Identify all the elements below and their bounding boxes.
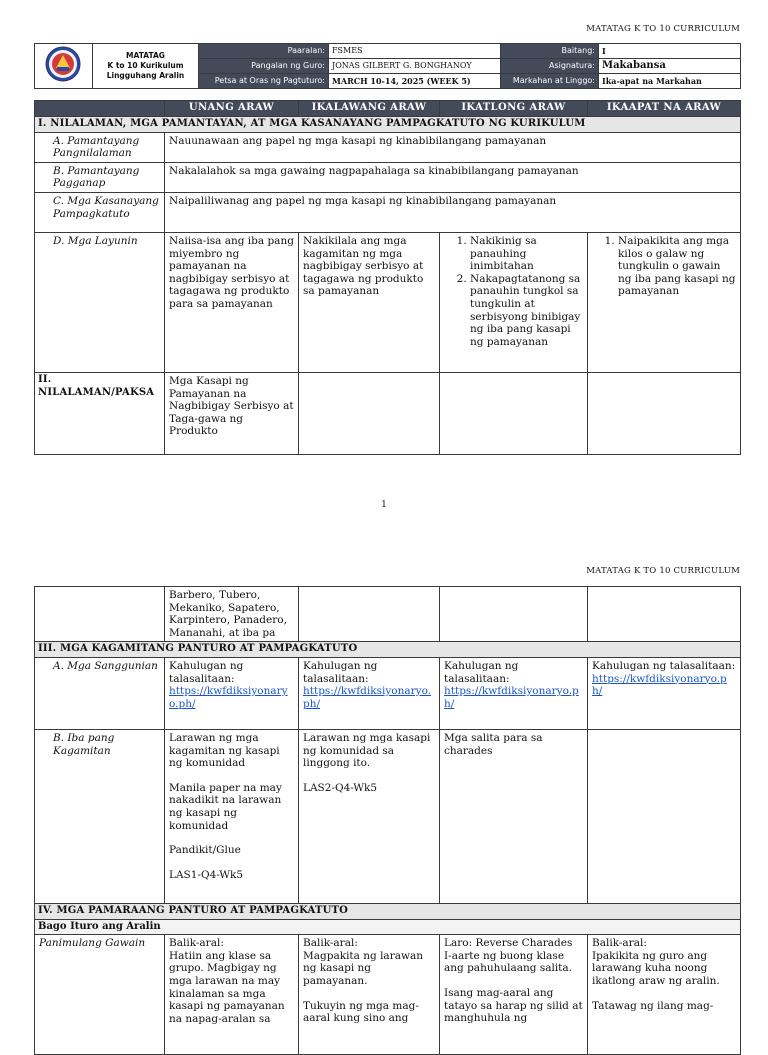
page-number: 1: [381, 500, 387, 510]
objectives-day1: Naiisa-isa ang iba pang miyembro ng pamayanan na nagbibigay serbisyo at tagagawa ng produkto para sa pamayanan: [165, 232, 299, 372]
intro-day3: Laro: Reverse Charades I-aarte ng buong klase ang pahuhulaang salita. Isang mag-aaral ang tatayo sa harap ng silid at manghuhula ng: [440, 935, 588, 1055]
objectives-day2: Nakikilala ang mga kagamitan ng mga nagbibigay serbisyo at tagagawa ng produkto sa pamayanan: [299, 232, 440, 372]
references-day2: Kahulugan ng talasalitaan: https://kwfdiksiyonaryo.ph/: [299, 657, 440, 729]
deped-seal-icon: [35, 44, 91, 84]
lesson-plan-table-page1: [34, 100, 741, 455]
topic-cont-label: [35, 587, 165, 642]
section4-title: IV. MGA PAMARAANG PANTURO AT PAMPAGKATUTO: [35, 903, 741, 919]
grade-label: Baitang:: [501, 44, 599, 59]
day1-header: UNANG ARAW: [165, 101, 299, 117]
references-label: A. Mga Sanggunian: [35, 657, 165, 729]
references-day1: Kahulugan ng talasalitaan: https://kwfdiksiyonaryo.ph/: [165, 657, 299, 729]
competencies-label: C. Mga Kasanayang Pampagkatuto: [35, 192, 165, 232]
school-value: FSMES: [329, 44, 501, 59]
other-materials-day1: Larawan ng mga kagamitan ng kasapi ng komunidad Manila paper na may nakadikit na larawan ng kasapi ng komunidad Pandikit/Glue LAS1-Q4-Wk5: [165, 729, 299, 903]
objectives-day4: [588, 232, 741, 372]
lesson-info-table: [34, 43, 741, 89]
list-item: 2. Nakapagtatanong sa panauhin tungkol sa tungkulin at serbisyong binibigay ng iba pang kasapi ng pamayanan: [470, 273, 583, 349]
dictionary-link[interactable]: https://kwfdiksiyonaryo.ph/: [303, 685, 432, 710]
day3-header: IKATLONG ARAW: [440, 101, 588, 117]
curriculum-title: MATATAG K to 10 Kurikulum Lingguhang Aralin: [93, 44, 199, 89]
date-label: Petsa at Oras ng Pagtuturo:: [199, 74, 329, 89]
references-day3: Kahulugan ng talasalitaan: https://kwfdiksiyonaryo.ph/: [440, 657, 588, 729]
lesson-plan-table-page2: [34, 586, 741, 1055]
topic-cont-day2: [299, 587, 440, 642]
before-lesson-subheading: Bago Ituro ang Aralin: [35, 919, 741, 935]
topic-cont-day1: Barbero, Tubero, Mekaniko, Sapatero, Karpintero, Panadero, Mananahi, at iba pa: [165, 587, 299, 642]
dictionary-link[interactable]: https://kwfdiksiyonaryo.ph/: [169, 685, 288, 710]
intro-day4: Balik-aral: Ipakikita ng guro ang larawang kuha noong ikatlong araw ng aralin. Tatawag ng ilang mag-: [588, 935, 741, 1055]
deped-seal: [35, 44, 93, 89]
subject-value: Makabansa: [599, 59, 741, 74]
teacher-value: JONAS GILBERT G. BONGHANOY: [329, 59, 501, 74]
teacher-label: Pangalan ng Guro:: [199, 59, 329, 74]
date-value: MARCH 10-14, 2025 (WEEK 5): [329, 74, 501, 89]
objectives-label: D. Mga Layunin: [35, 232, 165, 372]
day2-header: IKALAWANG ARAW: [299, 101, 440, 117]
topic-day3: [440, 372, 588, 454]
other-materials-label: B. Iba pang Kagamitan: [35, 729, 165, 903]
day4-header: IKAAPAT NA ARAW: [588, 101, 741, 117]
dictionary-link[interactable]: https://kwfdiksiyonaryo.ph/: [444, 685, 579, 710]
topic-day1: Mga Kasapi ng Pamayanan na Nagbibigay Serbisyo at Taga-gawa ng Produkto: [165, 372, 299, 454]
quarter-label: Markahan at Linggo:: [501, 74, 599, 89]
competencies-value: Naipaliliwanag ang papel ng mga kasapi ng kinabibilangang pamayanan: [165, 192, 741, 232]
topic-cont-day3: [440, 587, 588, 642]
objectives-day3: [440, 232, 588, 372]
school-label: Paaralan:: [199, 44, 329, 59]
topic-day4: [588, 372, 741, 454]
grade-value: I: [599, 44, 741, 59]
intro-day1: Balik-aral: Hatiin ang klase sa grupo. Magbigay ng mga larawan na may kinalaman sa mga kasapi ng pamayanan na napag-aralan sa: [165, 935, 299, 1055]
performance-standard-label: B. Pamantayang Pagganap: [35, 162, 165, 192]
section2-title: II. NILALAMAN/PAKSA: [35, 372, 165, 454]
subject-label: Asignatura:: [501, 59, 599, 74]
page-header: MATATAG K TO 10 CURRICULUM: [586, 566, 740, 576]
topic-day2: [299, 372, 440, 454]
corner-header: [35, 101, 165, 117]
intro-activity-label: Panimulang Gawain: [35, 935, 165, 1055]
quarter-value: Ika-apat na Markahan: [599, 74, 741, 89]
performance-standard-value: Nakalalahok sa mga gawaing nagpapahalaga sa kinabibilangang pamayanan: [165, 162, 741, 192]
page-header: MATATAG K TO 10 CURRICULUM: [586, 24, 740, 34]
other-materials-day3: Mga salita para sa charades: [440, 729, 588, 903]
other-materials-day4: [588, 729, 741, 903]
intro-day2: Balik-aral: Magpakita ng larawan ng kasapi ng pamayanan. Tukuyin ng mga mag-aaral kung sino ang: [299, 935, 440, 1055]
references-day4: Kahulugan ng talasalitaan: https://kwfdiksiyonaryo.ph/: [588, 657, 741, 729]
list-item: 1. Nakikinig sa panauhing inimbitahan: [470, 235, 583, 273]
section3-title: III. MGA KAGAMITANG PANTURO AT PAMPAGKATUTO: [35, 642, 741, 658]
section1-title: I. NILALAMAN, MGA PAMANTAYAN, AT MGA KASANAYANG PAMPAGKATUTO NG KURIKULUM: [35, 117, 741, 133]
other-materials-day2: Larawan ng mga kasapi ng komunidad sa linggong ito. LAS2-Q4-Wk5: [299, 729, 440, 903]
topic-cont-day4: [588, 587, 741, 642]
content-standard-label: A. Pamantayang Pangnilalaman: [35, 132, 165, 162]
dictionary-link[interactable]: https://kwfdiksiyonaryo.ph/: [592, 672, 727, 698]
list-item: 1. Naipakikita ang mga kilos o galaw ng tungkulin o gawain ng iba pang kasapi ng pamayanan: [618, 235, 736, 298]
content-standard-value: Nauunawaan ang papel ng mga kasapi ng kinabibilangang pamayanan: [165, 132, 741, 162]
